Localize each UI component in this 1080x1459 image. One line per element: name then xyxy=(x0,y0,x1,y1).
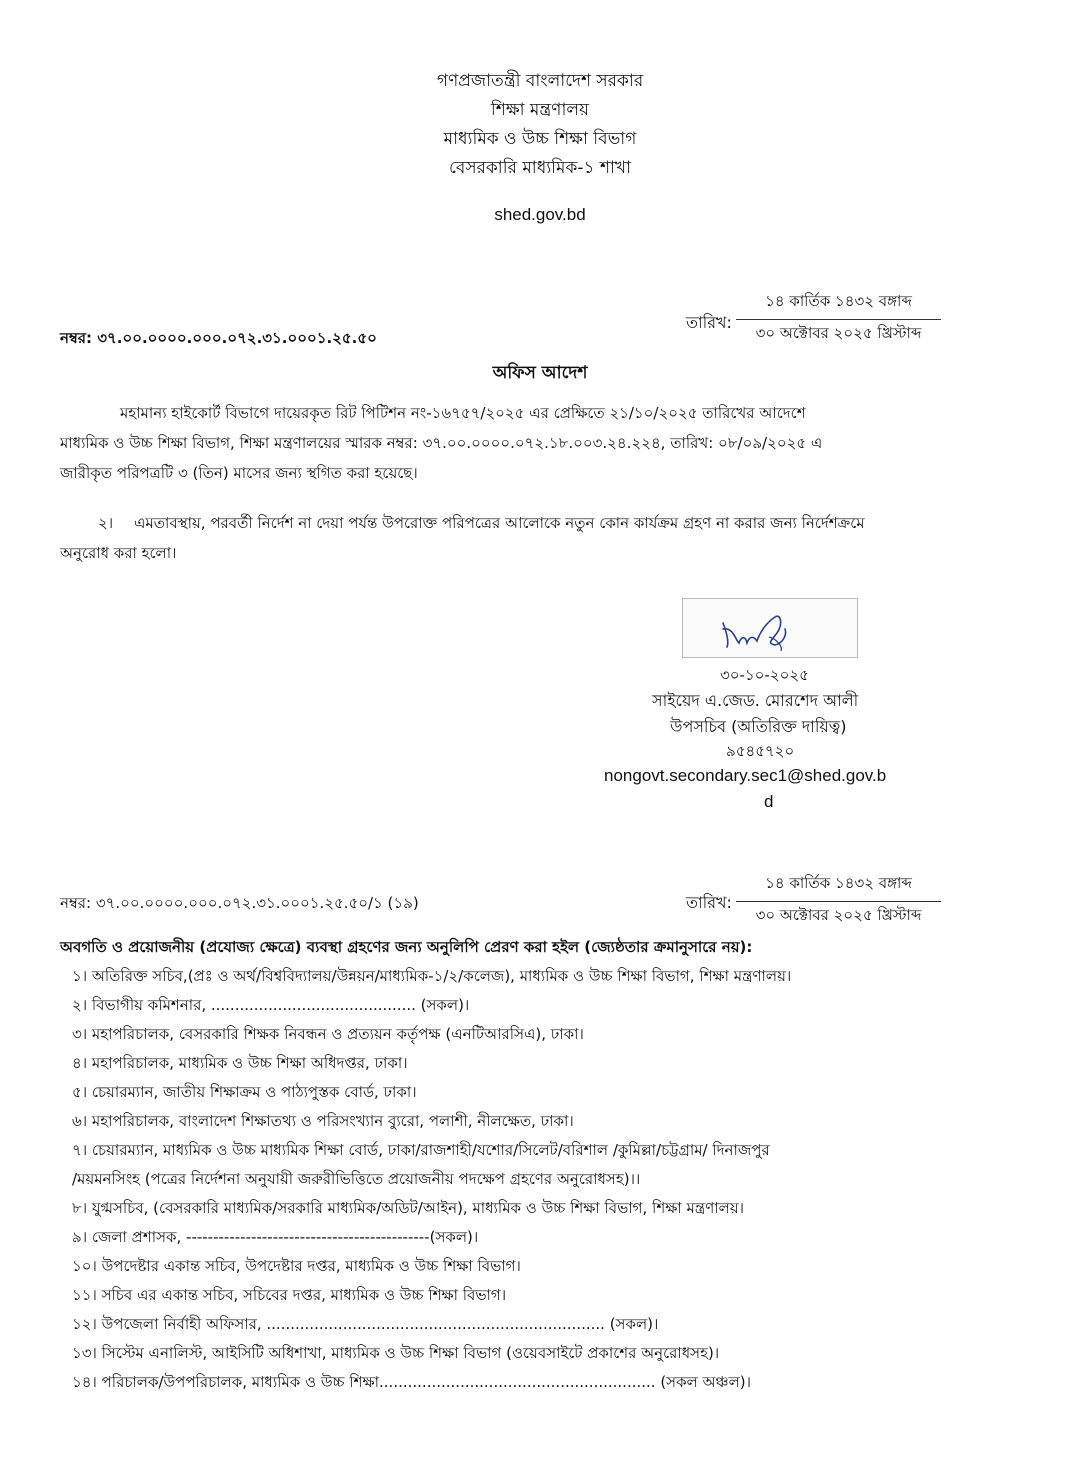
list-item: /ময়মনসিংহ (পত্রের নির্দেশনা অনুযায়ী জরুরীভিত্তিতে প্রয়োজনীয় পদক্ষেপ গ্রহণের অনুরোধসহ)।। xyxy=(72,1170,641,1188)
signatory-name: সাইয়েদ এ.জেড. মোরশেদ আলী xyxy=(652,691,859,710)
memo2-date-divider xyxy=(736,901,941,902)
list-item: ৩। মহাপরিচালক, বেসরকারি শিক্ষক নিবন্ধন ও প্রত্যয়ন কর্তৃপক্ষ (এনটিআরসিএ), ঢাকা। xyxy=(72,1025,584,1043)
para2-number: ২। xyxy=(98,514,114,532)
date-bangla: ১৪ কার্তিক ১৪৩২ বঙ্গাব্দ xyxy=(765,292,912,310)
distribution-heading: অবগতি ও প্রয়োজনীয় (প্রযোজ্য ক্ষেত্রে) ব্যবস্থা গ্রহণের জন্য অনুলিপি প্রেরণ করা হইল (জ্যেষ্ঠতার ক্রমানুসারে নয়): xyxy=(60,938,753,956)
list-item: ১১। সচিব এর একান্ত সচিব, সচিবের দপ্তর, মাধ্যমিক ও উচ্চ শিক্ষা বিভাগ। xyxy=(72,1286,507,1304)
signature-scribble-icon xyxy=(683,599,857,657)
para1-line1: মহামান্য হাইকোর্ট বিভাগে দায়েরকৃত রিট পিটিশন নং-১৬৭৫৭/২০২৫ এর প্রেক্ষিতে ২১/১০/২০২৫ তারিখের আদেশে xyxy=(120,404,806,422)
signature-date: ৩০-১০-২০২৫ xyxy=(720,666,809,684)
header-website: shed.gov.bd xyxy=(494,205,586,224)
para1-line3: জারীকৃত পরিপত্রটি ৩ (তিন) মাসের জন্য স্থগিত করা হয়েছে। xyxy=(60,464,418,482)
list-item: ১৩। সিস্টেম এনালিস্ট, আইসিটি অধিশাখা, মাধ্যমিক ও উচ্চ শিক্ষা বিভাগ (ওয়েবসাইটে প্রকাশের অনুরোধসহ)। xyxy=(72,1344,720,1362)
list-item: ৬। মহাপরিচালক, বাংলাদেশ শিক্ষাতথ্য ও পরিসংখ্যান ব্যুরো, পলাশী, নীলক্ষেত, ঢাকা। xyxy=(72,1112,574,1130)
signatory-designation: উপসচিব (অতিরিক্ত দায়িত্ব) xyxy=(670,717,847,736)
date-label: তারিখ: xyxy=(686,313,732,332)
memo2-number: নম্বর: ৩৭.০০.০০০০.০০০.০৭২.৩১.০০০১.২৫.৫০/১ (১৯) xyxy=(60,894,419,912)
list-item: ১। অতিরিক্ত সচিব,(প্রঃ ও অর্থ/বিশ্ববিদ্যালয়/উন্নয়ন/মাধ্যমিক-১/২/কলেজ), মাধ্যমিক ও উচ্চ শিক্ষা বিভাগ, শিক্ষা মন্ত্রণালয়। xyxy=(72,967,792,985)
memo2-date-bangla: ১৪ কার্তিক ১৪৩২ বঙ্গাব্দ xyxy=(765,874,912,892)
signatory-email-continued: d xyxy=(764,792,774,811)
memo2-date-label: তারিখ: xyxy=(686,893,732,912)
list-item: ৫। চেয়ারম্যান, জাতীয় শিক্ষাক্রম ও পাঠ্যপুস্তক বোর্ড, ঢাকা। xyxy=(72,1083,417,1101)
date-english: ৩০ অক্টোবর ২০২৫ খ্রিস্টাব্দ xyxy=(755,324,922,342)
signatory-phone: ৯৫৪৫৭২০ xyxy=(726,742,795,760)
date-divider xyxy=(736,319,941,320)
memo2-date-english: ৩০ অক্টোবর ২০২৫ খ্রিস্টাব্দ xyxy=(755,906,922,924)
header-division: মাধ্যমিক ও উচ্চ শিক্ষা বিভাগ xyxy=(443,129,637,149)
para1-line2: মাধ্যমিক ও উচ্চ শিক্ষা বিভাগ, শিক্ষা মন্ত্রণালয়ের স্মারক নম্বর: ৩৭.০০.০০০০.০৭২.১৮.০০৩.২৪.২২৪, তারিখ: ০৮/০৯/২০২৫ এ xyxy=(60,434,823,452)
list-item: ৮। যুগ্মসচিব, (বেসরকারি মাধ্যমিক/সরকারি মাধ্যমিক/অডিট/আইন), মাধ্যমিক ও উচ্চ শিক্ষা বিভাগ, শিক্ষা মন্ত্রণালয়। xyxy=(72,1199,745,1217)
list-item: ৭। চেয়ারম্যান, মাধ্যমিক ও উচ্চ মাধ্যমিক শিক্ষা বোর্ড, ঢাকা/রাজশাহী/যশোর/সিলেট/বরিশাল /কুমিল্লা/চট্টগ্রাম/ দিনাজপুর xyxy=(72,1141,770,1159)
list-item: ৪। মহাপরিচালক, মাধ্যমিক ও উচ্চ শিক্ষা অধিদপ্তর, ঢাকা। xyxy=(72,1054,408,1072)
date-block xyxy=(736,290,941,347)
para2-line1: এমতাবস্থায়, পরবর্তী নির্দেশ না দেয়া পর্যন্ত উপরোক্ত পরিপত্রের আলোকে নতুন কোন কার্যক্রম গ্রহণ না করার জন্য নির্দেশক্রমে xyxy=(134,514,865,532)
memo-number: নম্বর: ৩৭.০০.০০০০.০০০.০৭২.৩১.০০০১.২৫.৫০ xyxy=(60,329,377,347)
list-item: ৯। জেলা প্রশাসক, ---------------------------------------------(সকল)। xyxy=(72,1228,479,1246)
list-item: ২। বিভাগীয় কমিশনার, ........................................... (সকল)। xyxy=(72,996,470,1014)
signatory-email: nongovt.secondary.sec1@shed.gov.b xyxy=(604,766,887,785)
list-item: ১২। উপজেলা নির্বাহী অফিসার, ....................................................................... (সকল)। xyxy=(72,1315,659,1333)
header-ministry: শিক্ষা মন্ত্রণালয় xyxy=(490,100,590,120)
signature-image xyxy=(682,598,858,658)
order-title: অফিস আদেশ xyxy=(492,363,588,383)
para2-line2: অনুরোধ করা হলো। xyxy=(60,544,177,562)
memo2-date-block xyxy=(736,872,941,929)
list-item: ১০। উপদেষ্টার একান্ত সচিব, উপদেষ্টার দপ্তর, মাধ্যমিক ও উচ্চ শিক্ষা বিভাগ। xyxy=(72,1257,521,1275)
header-branch: বেসরকারি মাধ্যমিক-১ শাখা xyxy=(448,158,632,178)
list-item: ১৪। পরিচালক/উপপরিচালক, মাধ্যমিক ও উচ্চ শিক্ষা.......................................................... (সকল অঞ্চল)। xyxy=(72,1373,752,1391)
header-govt: গণপ্রজাতন্ত্রী বাংলাদেশ সরকার xyxy=(436,71,644,91)
